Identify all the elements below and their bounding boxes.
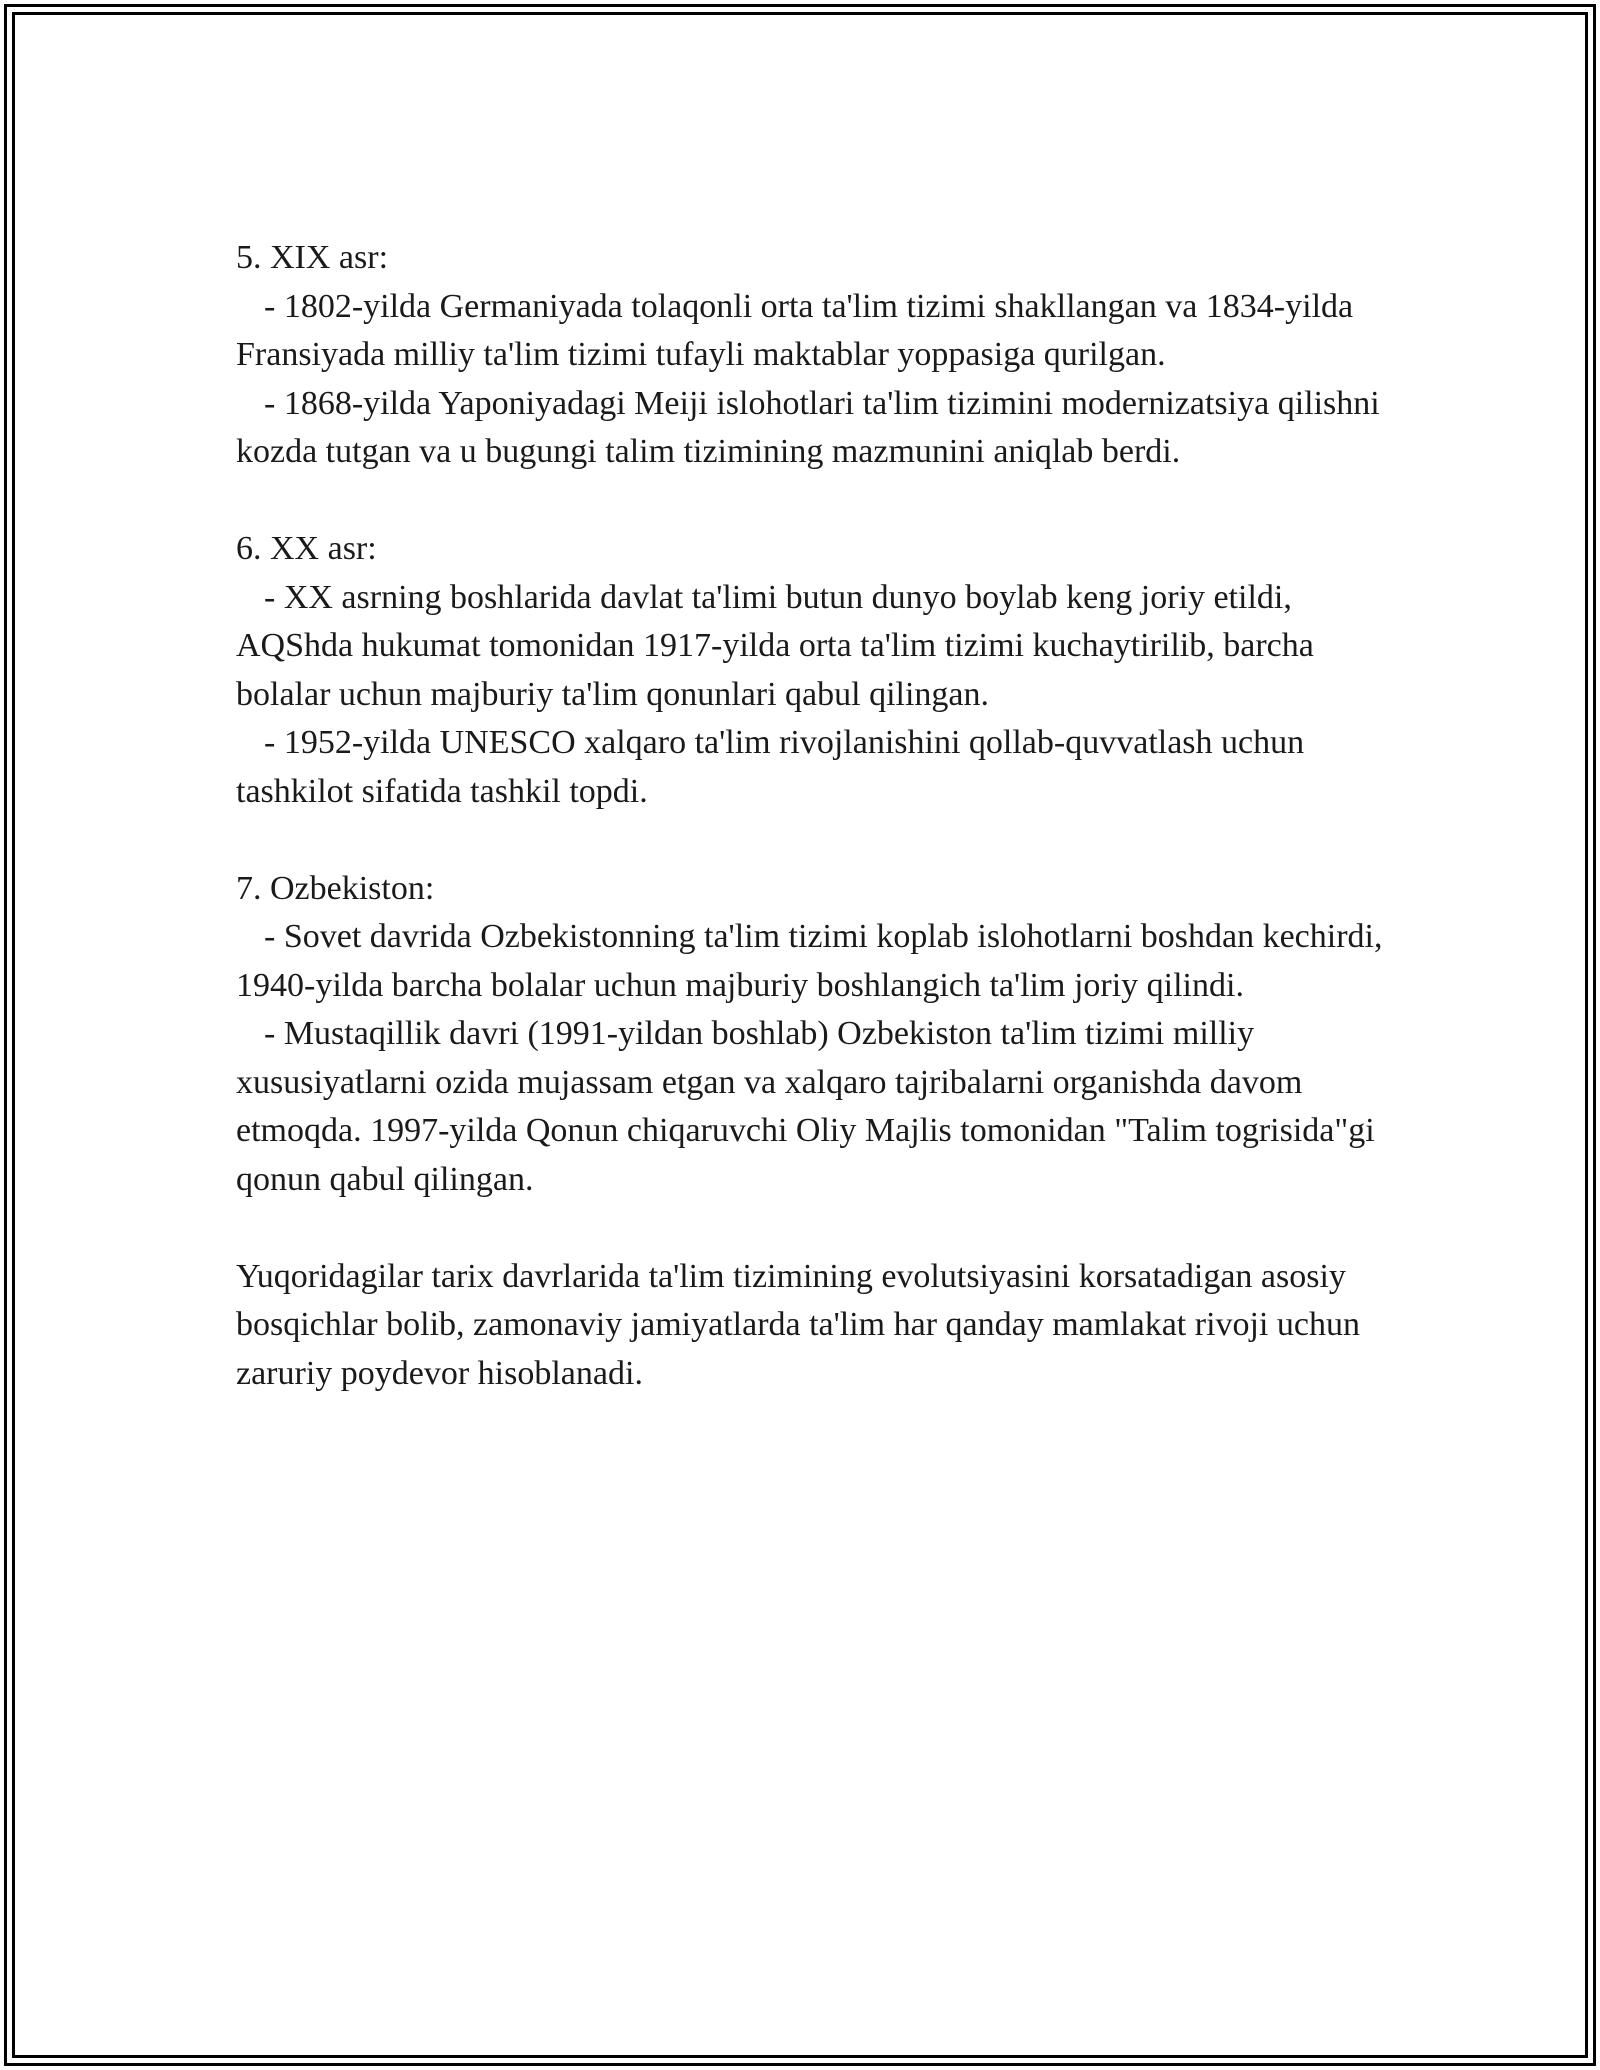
section-item: - Sovet davrida Ozbekistonning ta'lim tizimi koplab islohotlarni boshdan kechirdi, 1940-yilda barcha bolalar uchun majburiy boshlangich ta'lim joriy qilindi. [236, 918, 1383, 1004]
section-heading: 5. XIX asr: [236, 239, 389, 276]
summary-paragraph: Yuqoridagilar tarix davrlarida ta'lim tizimining evolutsiyasini korsatadigan asosiy bosqichlar bolib, zamonaviy jamiyatlarda ta'lim har qanday mamlakat rivoji uchun zaruriy poydevor hisoblanadi. [236, 1257, 1361, 1392]
section-uzbekistan [236, 865, 1386, 1205]
section-heading: 7. Ozbekiston: [236, 869, 435, 907]
section-item: - Mustaqillik davri (1991-yildan boshlab) Ozbekiston ta'lim tizimi milliy xususiyatlarni ozida mujassam etgan va xalqaro tajribalarni organishda davom etmoqda. 1997-yilda Qonun chiqaruvchi Oliy Majlis tomonidan "Talim togrisida"gi qonun qabul qilingan. [236, 1015, 1375, 1198]
section-item: - 1868-yilda Yaponiyadagi Meiji islohotlari ta'lim tizimini modernizatsiya qilishni kozda tutgan va u bugungi talim tizimining mazmunini aniqlab berdi. [236, 384, 1380, 470]
section-item: - 1952-yilda UNESCO xalqaro ta'lim rivojlanishini qollab-quvvatlash uchun tashkilot sifatida tashkil topdi. [236, 724, 1305, 810]
section-xix-century [236, 234, 1386, 477]
section-xx-century [236, 525, 1386, 816]
section-heading: 6. XX asr: [236, 530, 377, 567]
section-item: - 1802-yilda Germaniyada tolaqonli orta ta'lim tizimi shakllangan va 1834-yilda Fransiyada milliy ta'lim tizimi tufayli maktablar yoppasiga qurilgan. [236, 287, 1354, 373]
section-item: - XX asrning boshlarida davlat ta'limi butun dunyo boylab keng joriy etildi, AQShda hukumat tomonidan 1917-yilda orta ta'lim tizimi kuchaytirilib, barcha bolalar uchun majburiy ta'lim qonunlari qabul qilingan. [236, 578, 1314, 713]
document-body [236, 234, 1386, 1398]
